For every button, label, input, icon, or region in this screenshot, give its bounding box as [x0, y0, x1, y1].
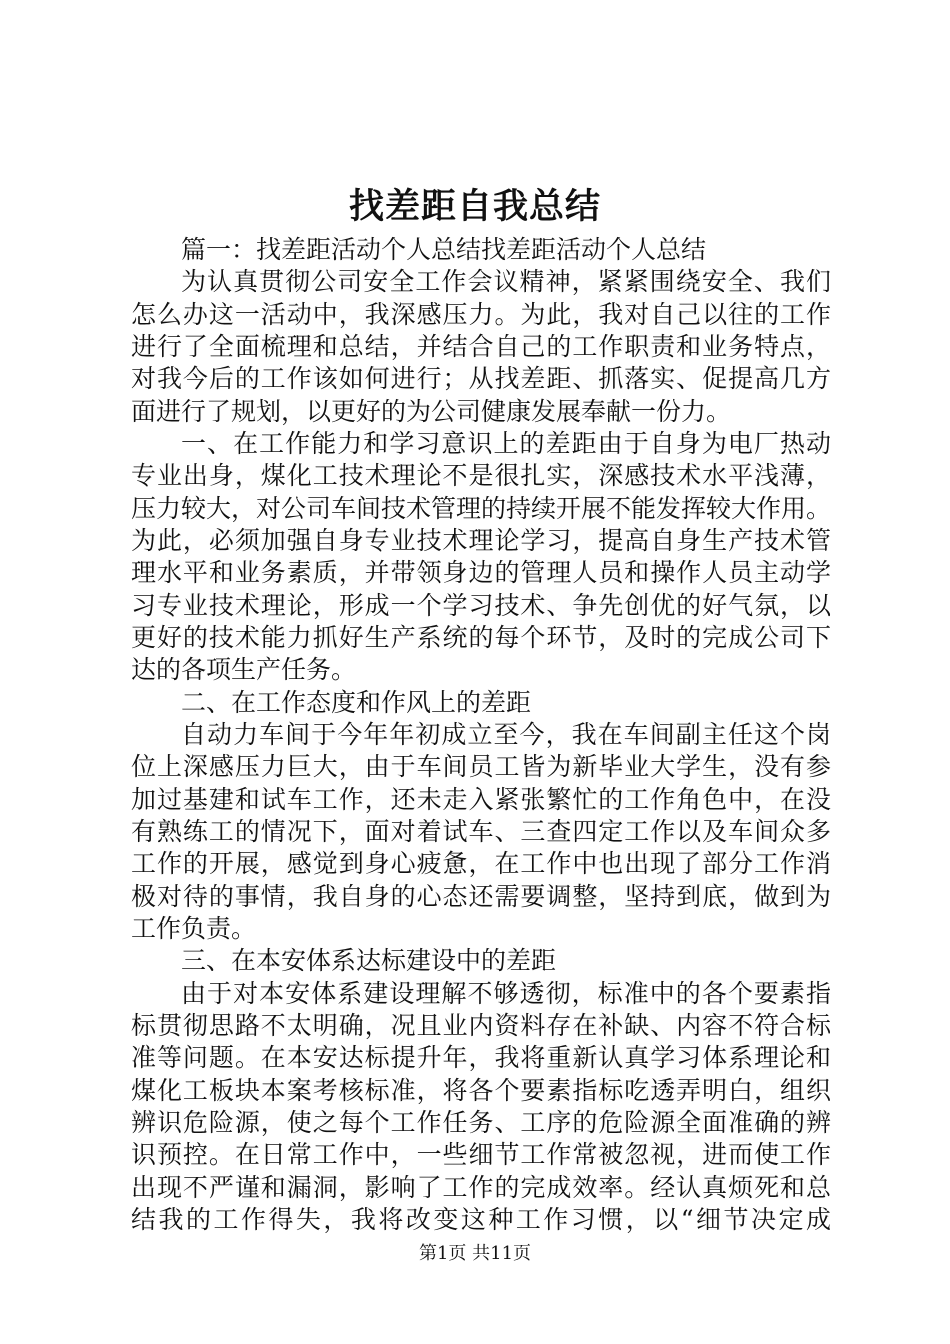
- paragraph-line: 怎么办这一活动中，我深感压力。为此，我对自己以往的工作: [131, 299, 831, 329]
- document-title: 找差距自我总结: [348, 186, 601, 227]
- paragraph-line: 一、在工作能力和学习意识上的差距由于自身为电厂热动: [181, 428, 831, 458]
- paragraph-line: 有熟练工的情况下，面对着试车、三查四定工作以及车间众多: [131, 816, 831, 846]
- paragraph-line: 结我的工作得失，我将改变这种工作习惯，以“细节决定成: [131, 1204, 831, 1234]
- paragraph-line: 对我今后的工作该如何进行；从找差距、抓落实、促提高几方: [131, 364, 831, 394]
- paragraph-line: 为此，必须加强自身专业技术理论学习，提高自身生产技术管: [131, 525, 831, 555]
- paragraph-line: 为认真贯彻公司安全工作会议精神，紧紧围绕安全、我们: [181, 267, 831, 297]
- paragraph-line: 进行了全面梳理和总结，并结合自己的工作职责和业务特点，: [131, 331, 831, 361]
- paragraph-line: 篇一：找差距活动个人总结找差距活动个人总结: [181, 235, 707, 264]
- paragraph-line: 识预控。在日常工作中，一些细节工作常被忽视，进而使工作: [131, 1140, 831, 1170]
- paragraph: [131, 687, 831, 719]
- paragraph: [131, 234, 831, 266]
- paragraph-line: 煤化工板块本案考核标准，将各个要素指标吃透弄明白，组织: [131, 1075, 831, 1105]
- paragraph-line: 由于对本安体系建设理解不够透彻，标准中的各个要素指: [181, 978, 831, 1008]
- paragraph: [131, 945, 831, 977]
- paragraph-line: 工作的开展，感觉到身心疲惫，在工作中也出现了部分工作消: [131, 849, 831, 879]
- paragraph-line: 习专业技术理论，形成一个学习技术、争先创优的好气氛，以: [131, 590, 831, 620]
- paragraph: [131, 719, 831, 945]
- paragraph-line: 极对待的事情，我自身的心态还需要调整，坚持到底，做到为: [131, 881, 831, 911]
- paragraph-line: 加过基建和试车工作，还未走入紧张繁忙的工作角色中，在没: [131, 784, 831, 814]
- paragraph-line: 更好的技术能力抓好生产系统的每个环节，及时的完成公司下: [131, 622, 831, 652]
- paragraph-line: 达的各项生产任务。: [131, 655, 357, 685]
- paragraph-line: 自动力车间于今年年初成立至今，我在车间副主任这个岗: [181, 719, 831, 749]
- paragraph-line: 三、在本安体系达标建设中的差距: [181, 946, 557, 976]
- paragraph-line: 位上深感压力巨大，由于车间员工皆为新毕业大学生，没有参: [131, 752, 831, 782]
- page-footer: 第1页 共11页: [418, 1243, 532, 1264]
- paragraph: [131, 266, 831, 428]
- paragraph-line: 出现不严谨和漏洞，影响了工作的完成效率。经认真烦死和总: [131, 1172, 831, 1202]
- paragraph-line: 压力较大，对公司车间技术管理的持续开展不能发挥较大作用。: [131, 493, 832, 523]
- paragraph-line: 工作负责。: [131, 913, 257, 943]
- paragraph-line: 准等问题。在本安达标提升年，我将重新认真学习体系理论和: [131, 1043, 831, 1073]
- paragraph-line: 面进行了规划，以更好的为公司健康发展奉献一份力。: [131, 396, 732, 426]
- paragraph-line: 理水平和业务素质，并带领身边的管理人员和操作人员主动学: [131, 558, 831, 588]
- paragraph-line: 二、在工作态度和作风上的差距: [181, 687, 532, 717]
- paragraph: [131, 978, 831, 1237]
- paragraph: [131, 428, 831, 687]
- document-body: [131, 234, 831, 1236]
- paragraph-line: 标贯彻思路不太明确，况且业内资料存在补缺、内容不符合标: [131, 1010, 831, 1040]
- paragraph-line: 辨识危险源，使之每个工作任务、工序的危险源全面准确的辨: [131, 1107, 831, 1137]
- paragraph-line: 专业出身，煤化工技术理论不是很扎实，深感技术水平浅薄，: [131, 461, 831, 491]
